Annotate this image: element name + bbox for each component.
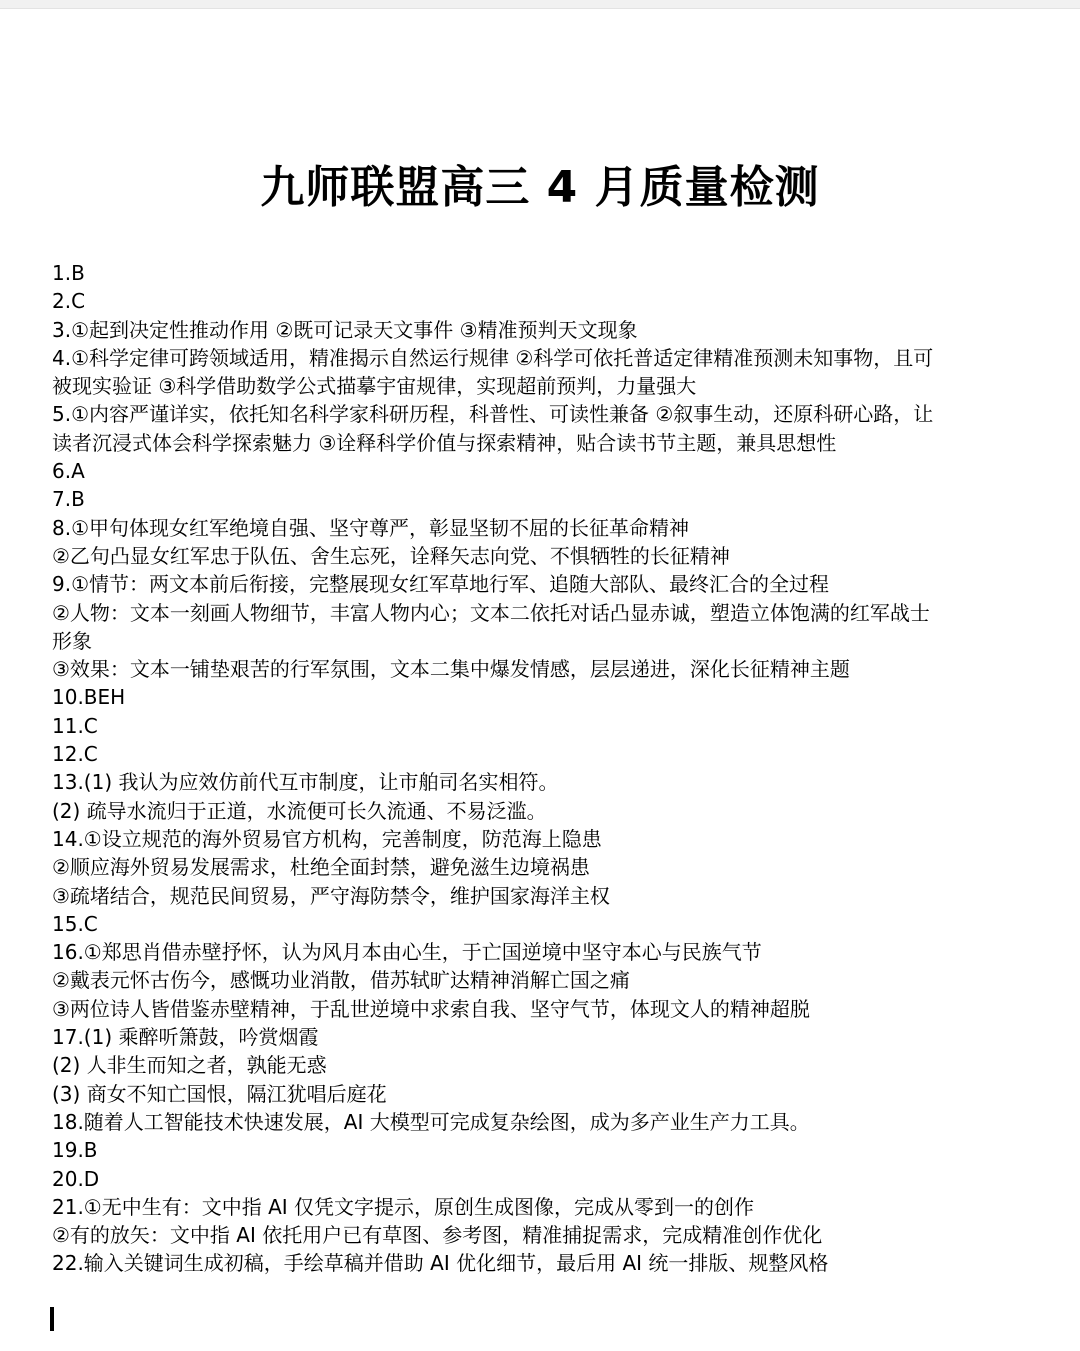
answer-line: 12.C (52, 742, 98, 767)
answer-line: 被现实验证 ③科学借助数学公式描摹宇宙规律，实现超前预判，力量强大 (52, 374, 697, 399)
answer-line: 6.A (52, 459, 85, 484)
answer-line: 14.①设立规范的海外贸易官方机构，完善制度，防范海上隐患 (52, 826, 602, 851)
answer-line: 11.C (52, 713, 98, 738)
answer-line: 15.C (52, 911, 98, 936)
answer-line: 9.①情节：两文本前后衔接，完整展现女红军草地行军、追随大部队、最终汇合的全过程 (52, 572, 830, 597)
answer-line: (3) 商女不知亡国恨，隔江犹唱后庭花 (52, 1081, 387, 1106)
answer-list (52, 259, 1037, 1278)
answer-line: (2) 人非生而知之者，孰能无惑 (52, 1053, 327, 1078)
answer-line: ②乙句凸显女红军忠于队伍、舍生忘死，诠释矢志向党、不惧牺牲的长征精神 (52, 543, 730, 568)
answer-line: 4.①科学定律可跨领域适用，精准揭示自然运行规律 ②科学可依托普适定律精准预测未知事物，且可 (52, 345, 934, 370)
answer-line: ②有的放矢：文中指 AI 依托用户已有草图、参考图，精准捕捉需求，完成精准创作优化 (52, 1223, 823, 1248)
answer-line: 10.BEH (52, 685, 126, 710)
answer-line: 13.(1) 我认为应效仿前代互市制度，让市舶司名实相符。 (52, 770, 559, 795)
answer-line: 7.B (52, 487, 85, 512)
answer-line: ②人物：文本一刻画人物细节，丰富人物内心；文本二依托对话凸显赤诚，塑造立体饱满的红军战士 (52, 600, 930, 625)
answer-line: 1.B (52, 261, 85, 285)
answer-line: ②戴表元怀古伤今，感慨功业消散，借苏轼旷达精神消解亡国之痛 (52, 968, 630, 993)
answer-line: 8.①甲句体现女红军绝境自强、坚守尊严，彰显坚韧不屈的长征革命精神 (52, 515, 690, 540)
page-title: 九师联盟高三 4 月质量检测 (260, 162, 820, 213)
answer-line: 形象 (52, 628, 92, 653)
answer-line: 18.随着人工智能技术快速发展，AI 大模型可完成复杂绘图，成为多产业生产力工具。 (52, 1109, 810, 1134)
answer-line: 16.①郑思肖借赤壁抒怀，认为风月本由心生，于亡国逆境中坚守本心与民族气节 (52, 940, 762, 965)
answer-line: ③两位诗人皆借鉴赤壁精神，于乱世逆境中求索自我、坚守气节，体现文人的精神超脱 (52, 996, 810, 1021)
text-cursor[interactable] (50, 1307, 54, 1331)
answer-line: 2.C (52, 289, 86, 314)
top-border (0, 0, 1080, 9)
answer-line: ③效果：文本一铺垫艰苦的行军氛围，文本二集中爆发情感，层层递进，深化长征精神主题 (52, 657, 850, 682)
answer-line: 3.①起到决定性推动作用 ②既可记录天文事件 ③精准预判天文现象 (52, 317, 638, 342)
answer-line: ③疏堵结合，规范民间贸易，严守海防禁令，维护国家海洋主权 (52, 883, 610, 908)
answer-line: 20.D (52, 1166, 100, 1191)
answer-line: 读者沉浸式体会科学探索魅力 ③诠释科学价值与探索精神，贴合读书节主题，兼具思想性 (52, 430, 837, 455)
answer-line: ②顺应海外贸易发展需求，杜绝全面封禁，避免滋生边境祸患 (52, 855, 590, 880)
answer-line: 19.B (52, 1138, 98, 1163)
answer-line: 21.①无中生有：文中指 AI 仅凭文字提示，原创生成图像，完成从零到一的创作 (52, 1194, 755, 1219)
answer-line: 5.①内容严谨详实，依托知名科学家科研历程，科普性、可读性兼备 ②叙事生动，还原科研心路，让 (52, 402, 934, 427)
answer-line: (2) 疏导水流归于正道，水流便可长久流通、不易泛滥。 (52, 798, 547, 823)
answer-line: 17.(1) 乘醉听箫鼓，吟赏烟霞 (52, 1025, 319, 1050)
answer-line: 22.输入关键词生成初稿，手绘草稿并借助 AI 优化细节，最后用 AI 统一排版、规整风格 (52, 1251, 829, 1276)
